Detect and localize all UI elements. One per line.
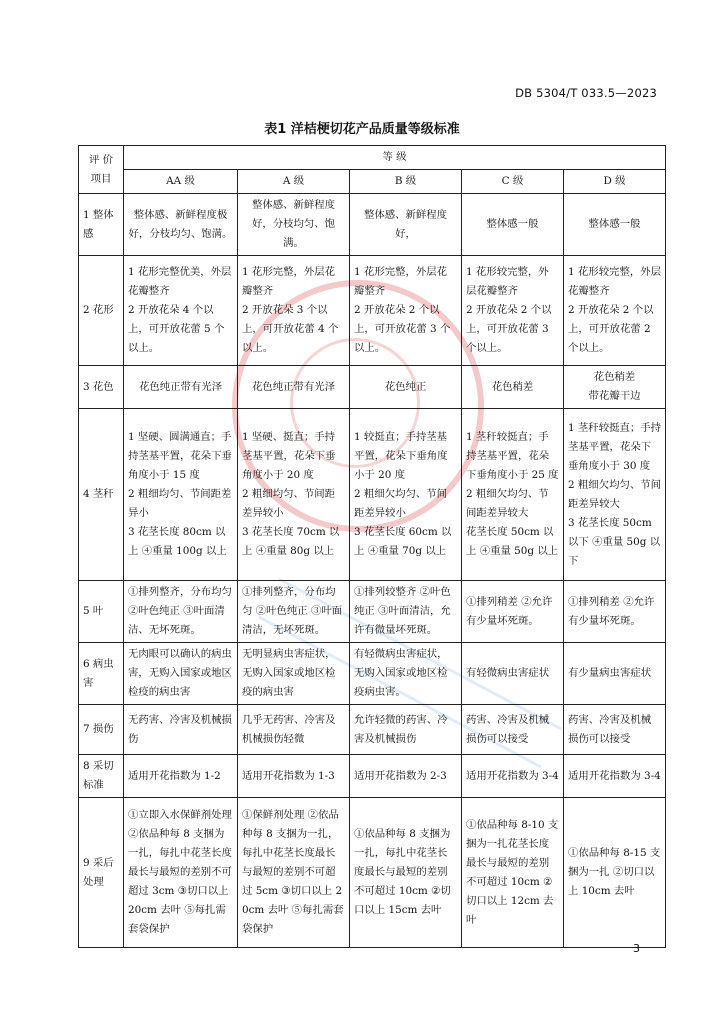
grade-cell: 1 坚硬、圆满通直；手持茎基平置，花朵下垂角度小于 15 度 2 粗细均匀、节间距差异小 3 花茎长度 80cm 以上 ④重量 100g 以上	[124, 409, 238, 581]
table-row	[79, 643, 666, 705]
grade-cell: 1 花形完整，外层花瓣整齐 2 开放花朵 3 个以上，可开放花蕾 4 个以上。	[238, 256, 350, 366]
grade-cell: 花色稍差 带花瓣干边	[564, 366, 666, 409]
grade-b: B 级	[350, 170, 462, 194]
grade-aa: AA 级	[124, 170, 238, 194]
grade-cell: 1 花形完整优美，外层花瓣整齐 2 开放花朵 4 个以上，可开放花蕾 5 个以上。	[124, 256, 238, 366]
grade-cell: 1 茎秆较挺直；手持茎基平置，花朵下垂角度小于 30 度 2 粗细欠均匀、节间距差异较大 3 花茎长度 50cm 以下 ④重量 50g 以下	[564, 409, 666, 581]
grade-a: A 级	[238, 170, 350, 194]
grade-cell: 无明显病虫害症状，无购入国家或地区检疫的病虫害	[238, 643, 350, 705]
grade-cell: 花色纯正	[350, 366, 462, 409]
grade-cell: 1 茎秆较挺直；手持茎基平置，花朵下垂角度小于 25 度 2 粗细欠均匀、节间距差异较大 花茎长度 50cm 以上 ④重量 50g 以上	[462, 409, 564, 581]
table-grade-row	[79, 170, 666, 194]
table-header-row	[79, 146, 666, 170]
grade-cell: 整体感一般	[462, 194, 564, 256]
grade-d: D 级	[564, 170, 666, 194]
row-item-label: 2 花形	[79, 256, 124, 366]
grade-cell: 整体感、新鲜程度好，	[350, 194, 462, 256]
grade-cell: 1 花形较完整，外层花瓣整齐 2 开放花朵 2 个以上，可开放花蕾 3 个以上。	[462, 256, 564, 366]
grade-cell: 几乎无药害、冷害及机械损伤轻微	[238, 705, 350, 755]
grade-cell: 有少量病虫害症状	[564, 643, 666, 705]
grade-cell: ①依品种每 8 支捆为一扎，每扎中花茎长度最长与最短的差别不可超过 10cm ②切口以上 15cm 去叶	[350, 798, 462, 948]
grade-cell: ①排列整齐，分布均匀 ②叶色纯正 ③叶面清洁、无坏死斑。	[124, 581, 238, 643]
table-row	[79, 705, 666, 755]
quality-grade-table	[78, 145, 666, 948]
header-corner-cell: 评 价 项目	[79, 146, 124, 194]
row-item-label: 8 采切标准	[79, 755, 124, 798]
grade-cell: 有轻微病虫害症状，无购入国家或地区检疫病虫害。	[350, 643, 462, 705]
grade-cell: ①排列稍差 ②允许有少量坏死斑。	[462, 581, 564, 643]
grade-cell: 药害、冷害及机械损伤可以接受	[462, 705, 564, 755]
grade-cell: ①立即入水保鲜剂处理 ②依品种每 8 支捆为一扎，每扎中花茎长度最长与最短的差别不可超过 3cm ③切口以上 20cm 去叶 ⑤每扎需套袋保护	[124, 798, 238, 948]
row-item-label: 3 花色	[79, 366, 124, 409]
grade-cell: 适用开花指数为 2-3	[350, 755, 462, 798]
table-row	[79, 256, 666, 366]
grade-cell: 1 较挺直；手持茎基平置，花朵下垂角度小于 20 度 2 粗细欠均匀、节间距差异较小 3 花茎长度 60cm 以上 ④重量 70g 以上	[350, 409, 462, 581]
grade-cell: ①依品种每 8-15 支捆为一扎 ②切口以上 10cm 去叶	[564, 798, 666, 948]
grade-cell: 药害、冷害及机械损伤可以接受	[564, 705, 666, 755]
grade-cell: 整体感、新鲜程度极好，分枝均匀、饱满。	[124, 194, 238, 256]
grade-cell: 1 花形较完整，外层花瓣整齐 2 开放花朵 2 个以上，可开放花蕾 2 个以上。	[564, 256, 666, 366]
row-item-label: 1 整体感	[79, 194, 124, 256]
table-row	[79, 366, 666, 409]
page-number: 3	[633, 942, 640, 955]
grade-cell: 整体感、新鲜程度好，分枝均匀、饱满。	[238, 194, 350, 256]
table-row	[79, 409, 666, 581]
grade-cell: ①依品种每 8-10 支捆为一扎花茎长度最长与最短的差别不可超过 10cm ②切口以上 12cm 去叶	[462, 798, 564, 948]
row-item-label: 9 采后处理	[79, 798, 124, 948]
grade-cell: 1 花形完整，外层花瓣整齐 2 开放花朵 2 个以上，可开放花蕾 3 个以上。	[350, 256, 462, 366]
grade-cell: ①排列稍差 ②允许有少量坏死斑。	[564, 581, 666, 643]
grade-cell: ①保鲜剂处理 ②依品种每 8 支捆为一扎，每扎中花茎长度最长与最短的差别不可超过 5cm ③切口以上 20cm 去叶 ⑤每扎需套袋保护	[238, 798, 350, 948]
grade-c: C 级	[462, 170, 564, 194]
grade-cell: 适用开花指数为 3-4	[564, 755, 666, 798]
grade-cell: 整体感一般	[564, 194, 666, 256]
grade-cell: 允许轻微的药害、冷害及机械损伤	[350, 705, 462, 755]
grade-cell: 适用开花指数为 1-2	[124, 755, 238, 798]
row-item-label: 5 叶	[79, 581, 124, 643]
table-row	[79, 755, 666, 798]
grade-cell: 无肉眼可以确认的病虫害，无购入国家或地区检疫的病虫害	[124, 643, 238, 705]
grade-cell: 花色纯正带有光泽	[124, 366, 238, 409]
grade-cell: 适用开花指数为 3-4	[462, 755, 564, 798]
table-title: 表1 洋桔梗切花产品质量等级标准	[264, 122, 460, 137]
row-item-label: 6 病虫害	[79, 643, 124, 705]
table-row	[79, 798, 666, 948]
standard-code: DB 5304/T 033.5—2023	[515, 86, 657, 100]
grade-cell: 适用开花指数为 1-3	[238, 755, 350, 798]
table-row	[79, 194, 666, 256]
table-row	[79, 581, 666, 643]
row-item-label: 4 茎秆	[79, 409, 124, 581]
grade-cell: ①排列整齐，分布均匀 ②叶色纯正 ③叶面清洁，无坏死斑。	[238, 581, 350, 643]
grade-cell: ①排列较整齐 ②叶色纯正 ③叶面清洁，允许有微量坏死斑。	[350, 581, 462, 643]
grade-cell: 有轻微病虫害症状	[462, 643, 564, 705]
grade-cell: 1 坚硬、挺直；手持茎基平置，花朵下垂角度小于 20 度 2 粗细均匀、节间距差异较小 3 花茎长度 70cm 以上 ④重量 80g 以上	[238, 409, 350, 581]
row-item-label: 7 损伤	[79, 705, 124, 755]
grade-cell: 花色稍差	[462, 366, 564, 409]
grade-cell: 花色纯正带有光泽	[238, 366, 350, 409]
header-grade-group: 等 级	[124, 146, 666, 170]
grade-cell: 无药害、冷害及机械损伤	[124, 705, 238, 755]
